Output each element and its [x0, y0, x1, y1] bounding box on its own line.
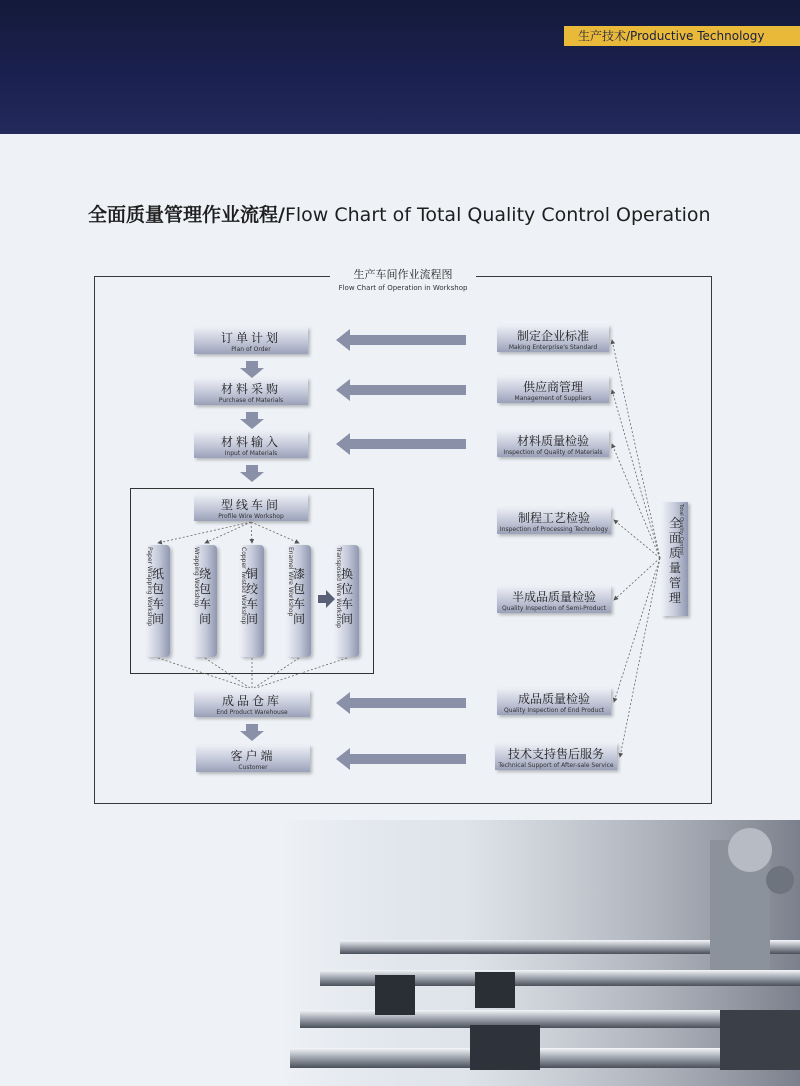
- distribution-lines: [158, 522, 347, 688]
- left-arrow: [336, 329, 466, 351]
- qc-label-zh: 制定企业标准: [516, 329, 589, 343]
- step-label-en: Input of Materials: [224, 450, 278, 457]
- down-arrow: [240, 724, 264, 741]
- qc-label-en: Inspection of Processing Technology: [499, 526, 609, 533]
- step-label-en: End Product Warehouse: [216, 709, 288, 716]
- qc-label-zh: 技术支持售后服务: [507, 747, 604, 761]
- workshop-label-zh: 铜绞车间: [246, 567, 259, 626]
- step-label-zh: 订单计划: [220, 331, 281, 345]
- qc-label-zh: 材料质量检验: [516, 434, 589, 448]
- page-title-en: Flow Chart of Total Quality Control Operation: [284, 204, 711, 226]
- section-label: 生产技术/Productive Technology: [564, 26, 800, 46]
- down-arrow: [240, 465, 264, 482]
- step-label-zh: 材料输入: [220, 435, 281, 449]
- workshop-label-en: Copper Twisted Workshop: [240, 547, 247, 625]
- step-label-zh: 型线车间: [220, 498, 281, 512]
- qc-label-en: Quality Inspection of Semi-Product: [502, 605, 606, 612]
- down-arrow: [240, 412, 264, 429]
- qc-label-zh: 制程工艺检验: [517, 511, 590, 525]
- left-arrows: [336, 329, 466, 770]
- step-label-en: Plan of Order: [231, 346, 271, 353]
- left-arrow: [336, 379, 466, 401]
- workshop-chart-title-en: Flow Chart of Operation in Workshop: [338, 284, 468, 292]
- step-label-en: Profile Wire Workshop: [218, 513, 284, 520]
- qc-label-en: Quality Inspection of End Product: [503, 707, 605, 714]
- workshop-label-en: Enamel Wire Workshop: [287, 547, 294, 617]
- machinery-photo: [280, 820, 800, 1086]
- workshop-label-zh: 纸包车间: [152, 567, 165, 626]
- step-label-zh: 材料采购: [220, 382, 281, 396]
- workshop-label-en: Transposed Wire Workshop: [335, 547, 342, 628]
- tqc-label-zh: 全面质量管理: [669, 516, 682, 605]
- workshop-label-zh: 换位车间: [341, 567, 354, 626]
- page-title-zh: 全面质量管理作业流程/: [88, 204, 285, 226]
- left-arrow: [336, 748, 466, 770]
- step-label-zh: 成品仓库: [221, 694, 282, 708]
- qc-label-zh: 供应商管理: [522, 380, 583, 394]
- step-label-en: Customer: [238, 764, 268, 771]
- workshop-label-en: Paper Wrapping Workshop: [146, 547, 153, 627]
- step-label-en: Purchase of Materials: [218, 397, 284, 404]
- workshop-chart-title-zh: 生产车间作业流程图: [353, 268, 453, 281]
- left-arrow: [336, 692, 466, 714]
- qc-label-en: Technical Support of After-sale Service: [498, 762, 614, 769]
- qc-label-en: Making Enterprise's Standard: [508, 344, 598, 351]
- qc-label-zh: 半成品质量检验: [511, 590, 596, 604]
- workshop-label-zh: 漆包车间: [293, 567, 306, 626]
- qc-label-zh: 成品质量检验: [517, 692, 590, 706]
- left-arrow: [336, 433, 466, 455]
- workshop-label-zh: 绕包车间: [199, 567, 212, 626]
- qc-label-en: Management of Suppliers: [514, 395, 592, 402]
- qc-label-en: Inspection of Quality of Materials: [503, 449, 603, 456]
- down-arrow: [240, 361, 264, 378]
- tqc-lines: [612, 340, 660, 757]
- step-label-zh: 客户端: [230, 749, 276, 763]
- right-arrow: [318, 590, 335, 608]
- workshop-label-en: Wrapping Workshop: [193, 547, 200, 608]
- tqc-label-en: Total Quality Control: [678, 504, 684, 555]
